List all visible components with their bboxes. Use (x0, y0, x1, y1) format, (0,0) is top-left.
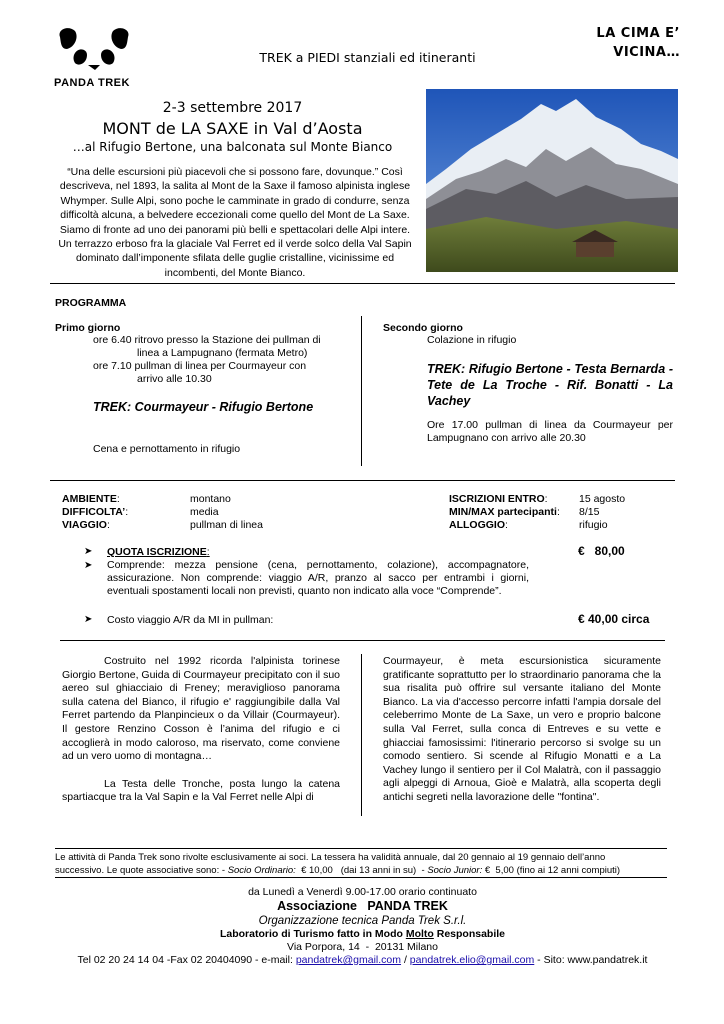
day2-title: Secondo giorno (383, 322, 463, 334)
ambiente-value: montano (190, 493, 231, 505)
arrow-bullet-icon: ➤ (84, 546, 93, 557)
divider (50, 283, 675, 284)
day1-line: ore 7.10 pullman di linea per Courmayeur con (93, 360, 307, 372)
day2-return: Ore 17.00 pullman di linea da Courmayeur per Lampugnano con arrivo alle 20.30 (427, 419, 673, 444)
alloggio-label (449, 519, 508, 531)
iscrizioni-colon: : (544, 493, 548, 505)
difficolta-label-text: DIFFICOLTA’ (62, 506, 126, 518)
footnote-line-2 (55, 865, 665, 878)
partecipanti-value: 8/15 (579, 506, 600, 518)
footnote-junior-val: € 5,00 (fino ai 12 anni compiuti) (482, 864, 621, 876)
difficolta-value: media (190, 506, 219, 518)
footer-address: Via Porpora, 14 - 20131 Milano (287, 941, 438, 953)
footer-contact (40, 954, 685, 967)
column-right (383, 655, 661, 805)
day2-trek: TREK: Rifugio Bertone - Testa Bernarda - Tete de La Troche - Rif. Bonatti - La Vachey (427, 362, 673, 408)
costo-price: € 40,00 circa (578, 612, 650, 626)
viaggio-value: pullman di linea (190, 519, 263, 531)
iscrizioni-value: 15 agosto (579, 493, 626, 505)
footnote (55, 852, 665, 877)
footer-association: Associazione PANDA TREK (277, 899, 448, 913)
quota-price: € 80,00 (578, 544, 625, 558)
program-title: PROGRAMMA (55, 297, 127, 309)
footer-sep: / (401, 954, 410, 966)
column-left-p2: La Testa delle Tronche, posta lungo la catena spartiacque tra la Val Sapin e la Val Ferret nelle Alpi di (62, 777, 340, 804)
email-link[interactable]: pandatrek@gmail.com (295, 954, 402, 966)
viaggio-colon: : (106, 519, 110, 531)
day1-trek: TREK: Courmayeur - Rifugio Bertone (93, 400, 314, 414)
brand-name: PANDA TREK (54, 77, 130, 89)
footer-org: Organizzazione tecnica Panda Trek S.r.l. (258, 915, 467, 927)
alloggio-label-text: ALLOGGIO (449, 519, 505, 531)
footnote-line-2-start: successivo. Le quote associative sono: - (55, 864, 228, 876)
column-left (62, 655, 340, 805)
day1-line: arrivo alle 10.30 (137, 373, 212, 385)
footer-contact-end: - Sito: www.pandatrek.it (534, 954, 648, 966)
program-divider (361, 316, 362, 466)
event-tagline: …al Rifugio Bertone, una balconata sul Monte Bianco (72, 140, 393, 154)
ambiente-label-text: AMBIENTE (62, 493, 117, 505)
footnote-ordinario: Socio Ordinario: (227, 864, 296, 876)
alloggio-colon: : (505, 519, 508, 531)
divider (50, 480, 675, 481)
footnote-junior: Socio Junior: (427, 864, 483, 876)
divider (55, 877, 667, 878)
mountain-photo (426, 89, 678, 272)
difficolta-label (62, 506, 128, 518)
difficolta-colon: : (125, 506, 129, 518)
quota-label (107, 546, 210, 558)
footer-hours: da Lunedì a Venerdì 9.00-17.00 orario continuato (248, 886, 477, 898)
footer (40, 886, 685, 967)
alloggio-value: rifugio (579, 519, 608, 531)
partecipanti-label (449, 506, 560, 518)
ambiente-colon: : (116, 493, 120, 505)
day2-breakfast: Colazione in rifugio (427, 334, 517, 346)
footer-lab-end: Responsabile (433, 928, 506, 940)
column-right-p1: Courmayeur, è meta escursionistica sicuramente gratificante soprattutto per lo straordinario panorama che la sua risalita può offrire sul versante italiano del Monte Bianco. La via d'accesso percorre infatti l'ampia dorsale del celeberrimo Monte de La Saxe, un vero e proprio balcone sulla Val Ferret, sulla conca di Entreves e su vette e ghiacciai famosissimi: l'itinerario percorso si svolge su un comodo sentiero. Si scende al Rifugio Monatti e a La Vachey lungo il sentiero per il Col Malatrà, con il passaggio agli alpeggi di Arnoua, Gioè e Malatrà, alla scoperta degli antichi segreti nella lavorazione delle "fontina". (383, 655, 661, 803)
divider (60, 640, 665, 641)
event-dates: 2-3 settembre 2017 (162, 100, 303, 116)
slogan (580, 24, 680, 62)
quota-comprende: Comprende: mezza pensione (cena, pernottamento, colazione), accompagnatore, assicurazione. Non comprende: viaggio A/R, pranzo al sacco per entrambi i giorni, eventuali spostamenti locali non previsti, quanto non indicato alla voce “Comprende”. (107, 559, 529, 597)
slogan-line-2: VICINA… (613, 45, 680, 60)
iscrizioni-label (449, 493, 548, 505)
viaggio-label-text: VIAGGIO (62, 519, 107, 531)
footnote-line-1: Le attività di Panda Trek sono rivolte esclusivamente ai soci. La tessera ha validità annuale, dal 20 gennaio al 19 gennaio dell’anno (55, 852, 606, 863)
event-intro: “Una delle escursioni più piacevoli che si possono fare, dovunque.” Così descriveva, nel 1893, la salita al Mont de la Saxe il famoso alpinista inglese Whymper. Sulle Alpi, sono poche le camminate in grado di condurre, senza difficoltà alcuna, a belvedere eccezionali come quello del Mont de La Saxe. Siamo di fronte ad uno dei panorami più belli e spettacolari delle Alpi intere. Un terrazzo erboso fra la glaciale Val Ferret ed il verde solco della Val Sapin dominato dall’imponente sfilata delle guglie cristalline, vicinissime ed incombenti, del Monte Bianco. (58, 166, 412, 279)
email-link-2[interactable]: pandatrek.elio@gmail.com (409, 954, 535, 966)
partecipanti-label-text: MIN/MAX partecipanti (449, 506, 557, 518)
day1-title: Primo giorno (55, 322, 121, 334)
footer-lab-molto: Molto (405, 928, 434, 940)
slogan-line-1: LA CIMA E’ (596, 26, 680, 41)
quota-colon: : (206, 546, 210, 558)
day1-line: ore 6.40 ritrovo presso la Stazione dei pullman di (93, 334, 321, 346)
footer-lab-start: Laboratorio di Turismo fatto in Modo (219, 928, 406, 940)
footer-contact-start: Tel 02 20 24 14 04 -Fax 02 20404090 - e-mail: (77, 954, 296, 966)
quota-label-text: QUOTA ISCRIZIONE (107, 546, 207, 558)
day1-line: linea a Lampugnano (fermata Metro) (137, 347, 308, 359)
viaggio-label (62, 519, 110, 531)
ambiente-label (62, 493, 120, 505)
page-subtitle: TREK a PIEDI stanziali ed itineranti (259, 50, 476, 65)
arrow-bullet-icon: ➤ (84, 560, 93, 571)
event-headline: MONT de LA SAXE in Val d’Aosta (102, 119, 363, 138)
costo-label: Costo viaggio A/R da MI in pullman: (107, 614, 274, 626)
day1-dinner: Cena e pernottamento in rifugio (93, 443, 241, 455)
column-left-p1: Costruito nel 1992 ricorda l'alpinista torinese Giorgio Bertone, Guida di Courmayeur precipitato con il suo aereo sul ghiacciaio di Freney; meraviglioso panorama sulla catena del Bianco, il rifugio e' raggiungibile dalla Val Ferret partendo da Planpincieux o da Villair (Courmayeur). Il gestore Renzino Cosson è l’anima del rifugio e ci accoglierà in modo caloroso, ma riservato, come conviene ad un vero uomo di montagna… (62, 655, 340, 763)
divider (55, 848, 667, 849)
footnote-ordinario-val: € 10,00 (dai 13 anni in su) - (295, 864, 428, 876)
iscrizioni-label-text: ISCRIZIONI ENTRO (449, 493, 545, 505)
footer-lab (40, 928, 685, 941)
arrow-bullet-icon: ➤ (84, 614, 93, 625)
column-divider (361, 654, 362, 816)
partecipanti-colon: : (556, 506, 560, 518)
